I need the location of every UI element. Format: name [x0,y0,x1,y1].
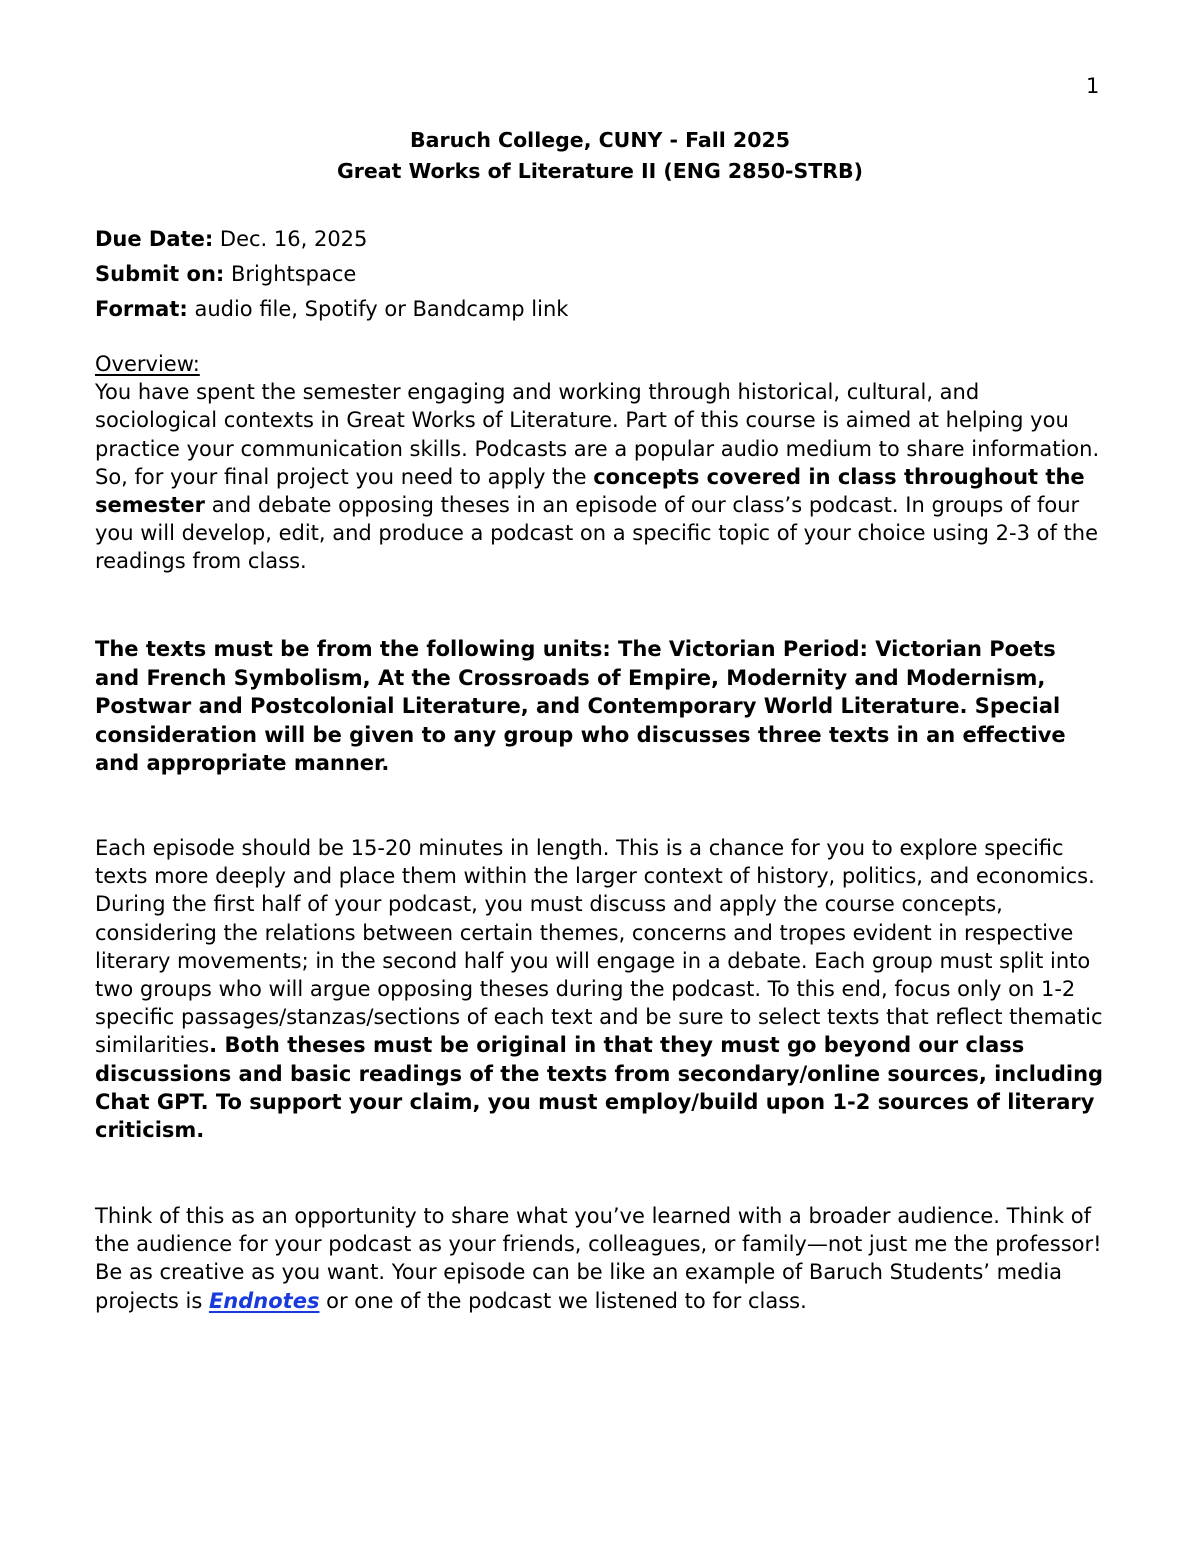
format-line [95,292,1105,327]
closing-paragraph [95,1202,1105,1315]
submit-on-value: Brightspace [224,262,357,286]
units-paragraph: The texts must be from the following units: The Victorian Period: Victorian Poets and French Symbolism, At the Crossroads of Empire, Modernity and Modernism, Postwar and Postcolonial Literature, and Contemporary World Literature. Special consideration will be given to any group who discusses three texts in an effective and appropriate manner. [95,637,1066,775]
overview-text-start: You have spent the semester engaging and working through historical, cultural, and sociological contexts in Great Works of Literature. Part of this course is aimed at helping you practice your communication skills. Podcasts are a popular audio medium to share information. So, for your final project you need to apply the [95,380,1100,489]
format-value: audio file, Spotify or Bandcamp link [187,297,569,321]
document-header [0,125,1200,187]
overview-text-end: and debate opposing theses in an episode of our class’s podcast. In groups of four you will develop, edit, and produce a podcast on a specific topic of your choice using 2-3 of the readings from class. [95,493,1098,574]
closing-text-end: or one of the podcast we listened to for class. [319,1288,807,1313]
page-number: 1 [1086,74,1100,98]
due-date-line [95,222,1105,257]
episode-text: Each episode should be 15-20 minutes in length. This is a chance for you to explore specific texts more deeply and place them within the larger context of history, politics, and economics. During the first half of your podcast, you must discuss and apply the course concepts, considering the relations between certain themes, concerns and tropes evident in respective literary movements; in the second half you will engage in a debate. Each group must split into two groups who will argue opposing theses during the podcast. To this end, focus only on 1-2 specific passages/stanzas/sections of each text and be sure to select texts that reflect thematic similarities [95,836,1103,1058]
endnotes-link[interactable]: Endnotes [208,1288,320,1313]
submit-on-line [95,257,1105,292]
episode-bold-text: . Both theses must be original in that they must go beyond our class discussions and basic readings of the texts from secondary/online sources, including Chat GPT. To support your claim, you must employ/build upon 1-2 sources of literary criticism. [95,1033,1104,1143]
episode-paragraph [95,834,1105,1144]
closing-text-start: Think of this as an opportunity to share what you’ve learned with a broader audience. Think of the audience for your podcast as your friends, colleagues, or family—not just me the professor! Be as creative as you want. Your episode can be like an example of Baruch Students’ media projects is [95,1204,1102,1313]
format-label: Format: [95,297,188,321]
overview-bold-phrase: concepts covered in class throughout the semester [95,464,1085,518]
institution-title: Baruch College, CUNY - Fall 2025 [410,128,790,152]
submit-on-label: Submit on: [95,262,225,286]
due-date-value: Dec. 16, 2025 [213,227,368,251]
overview-heading: Overview: [95,352,200,376]
due-date-label: Due Date: [95,227,214,251]
assignment-details [95,222,1105,327]
overview-section [95,350,1105,576]
overview-paragraph [95,378,1105,575]
course-title: Great Works of Literature II (ENG 2850-STRB) [336,159,864,183]
